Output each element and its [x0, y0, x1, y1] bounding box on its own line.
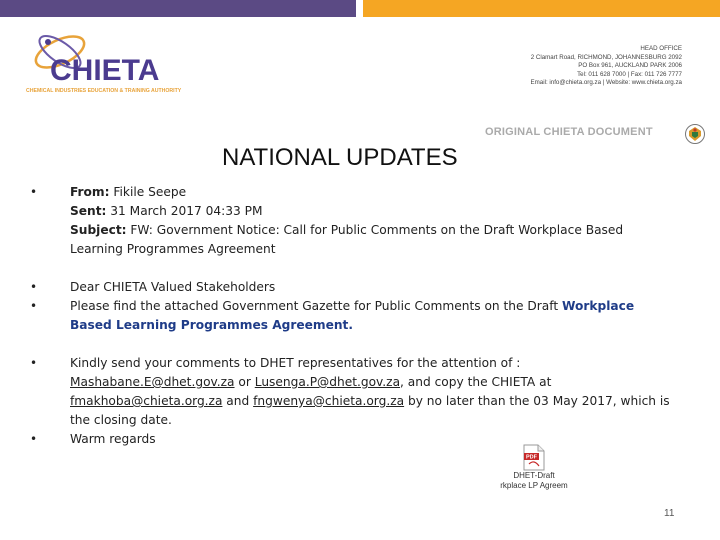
head-office-line: Tel: 011 628 7000 | Fax: 011 726 7777 [577, 70, 682, 78]
sent-label: Sent: [70, 204, 107, 218]
email-content [28, 183, 678, 449]
head-office-address [530, 45, 682, 88]
attachment-notice-text: Please find the attached Government Gazette for Public Comments on the Draft [70, 299, 562, 313]
bullet: • [30, 299, 38, 313]
request-text: , and copy the CHIETA at [400, 375, 552, 389]
head-office-line: Email: info@chieta.org.za | Website: www.chieta.org.za [530, 79, 682, 87]
from-label: From: [70, 185, 110, 199]
request-text: by no later than the 03 May 2017, which is the closing date. [70, 394, 670, 427]
bullet: • [30, 185, 38, 199]
header-bar-orange [363, 0, 720, 17]
pdf-attachment[interactable] [484, 444, 584, 491]
page-number: 11 [664, 508, 675, 519]
logo-wordmark: CHIETA [50, 54, 160, 87]
pdf-attachment-label: rkplace LP Agreem [500, 481, 568, 490]
email-link-fngwenya[interactable]: fngwenya@chieta.org.za [253, 394, 405, 408]
logo-tagline: CHEMICAL INDUSTRIES EDUCATION & TRAINING AUTHORITY [26, 88, 182, 94]
subject-label: Subject: [70, 223, 127, 237]
email-header-item [28, 183, 678, 259]
svg-text:PDF: PDF [526, 454, 537, 461]
greeting-item [28, 278, 678, 297]
sent-value: 31 March 2017 04:33 PM [110, 204, 263, 218]
request-item [28, 354, 678, 430]
email-link-lusenga[interactable]: Lusenga.P@dhet.gov.za [254, 375, 401, 389]
pdf-attachment-label: DHET-Draft [513, 471, 555, 480]
agreement-title: Workplace Based Learning Programmes Agreement. [70, 299, 635, 332]
bullet: • [30, 280, 38, 294]
attachment-notice-item [28, 297, 678, 335]
page-title: NATIONAL UPDATES [222, 144, 458, 171]
email-link-fmakhoba[interactable]: fmakhoba@chieta.org.za [70, 394, 223, 408]
header-bar-purple [0, 0, 356, 17]
greeting-text: Dear CHIETA Valued Stakeholders [70, 280, 276, 294]
from-value: Fikile Seepe [113, 185, 187, 199]
head-office-line: HEAD OFFICE [640, 45, 682, 52]
request-text: Kindly send your comments to DHET representatives for the attention of : [70, 356, 521, 370]
pdf-file-icon[interactable] [523, 444, 545, 471]
bullet: • [30, 356, 38, 370]
email-link-mashabane[interactable]: Mashabane.E@dhet.gov.za [70, 375, 235, 389]
original-document-stamp: ORIGINAL CHIETA DOCUMENT [485, 126, 653, 138]
chieta-logo [22, 22, 202, 100]
request-text: or [234, 375, 255, 389]
bullet: • [30, 432, 38, 446]
request-text: and [222, 394, 254, 408]
coat-of-arms-icon [684, 123, 706, 145]
subject-value: FW: Government Notice: Call for Public Comments on the Draft Workplace Based Learning Programmes Agreement [70, 223, 624, 256]
head-office-line: 2 Clamart Road, RICHMOND, JOHANNESBURG 2092 [530, 53, 682, 61]
head-office-line: PO Box 961, AUCKLAND PARK 2006 [578, 62, 682, 70]
closing-text: Warm regards [70, 432, 156, 446]
